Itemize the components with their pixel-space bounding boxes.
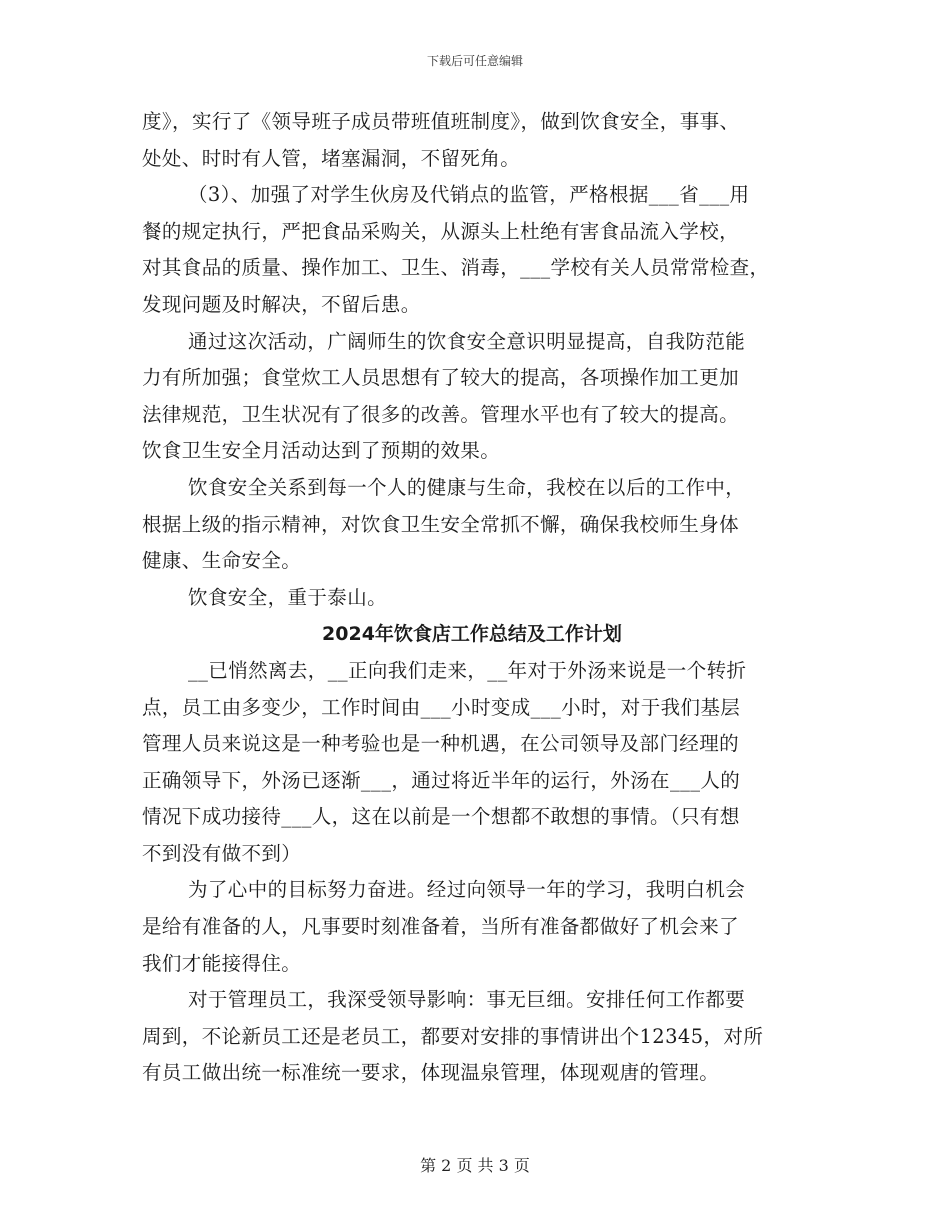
text-line: 力有所加强；食堂炊工人员思想有了较大的提高，各项操作加工更加	[142, 366, 740, 390]
page-header: 下载后可任意编辑	[426, 54, 523, 68]
text-line: 饮食安全，重于泰山。	[188, 585, 388, 609]
text-line: 管理人员来说这是一种考验也是一种机遇，在公司领导及部门经理的	[142, 732, 740, 756]
text-line: 饮食安全关系到每一个人的健康与生命，我校在以后的工作中，	[188, 475, 746, 499]
text-line: 饮食卫生安全月活动达到了预期的效果。	[142, 439, 501, 463]
page-number: 第 2 页 共 3 页	[420, 1156, 530, 1175]
section-title: 2024年饮食店工作总结及工作计划	[322, 623, 622, 646]
text-line: 对于管理员工，我深受领导影响：事无巨细。安排任何工作都要	[188, 988, 746, 1012]
text-line: 正确领导下，外汤已逐渐___，通过将近半年的运行，外汤在___人的	[142, 768, 741, 792]
text-line: __已悄然离去，__正向我们走来，__年对于外汤来说是一个转折	[188, 658, 747, 682]
text-line: 我们才能接得住。	[142, 951, 302, 975]
text-line: 为了心中的目标努力奋进。经过向领导一年的学习，我明白机会	[188, 878, 746, 902]
text-line: 根据上级的指示精神，对饮食卫生安全常抓不懈，确保我校师生身体	[142, 512, 740, 536]
text-line: 处处、时时有人管，堵塞漏洞，不留死角。	[142, 146, 521, 170]
text-line: 通过这次活动，广阔师生的饮食安全意识明显提高，自我防范能	[188, 329, 746, 353]
text-line: 情况下成功接待___人，这在以前是一个想都不敢想的事情。（只有想	[142, 805, 740, 829]
text-line: 餐的规定执行，严把食品采购关，从源头上杜绝有害食品流入学校，	[142, 219, 740, 243]
document-body	[142, 104, 802, 1092]
text-line: 周到，不论新员工还是老员工，都要对安排的事情讲出个12345，对所	[142, 1024, 764, 1048]
text-line: 对其食品的质量、操作加工、卫生、消毒，___学校有关人员常常检查，	[142, 256, 770, 280]
text-line: 度》，实行了《领导班子成员带班值班制度》，做到饮食安全，事事、	[142, 110, 740, 133]
text-line: 健康、生命安全。	[142, 549, 302, 573]
text-line: 不到没有做不到）	[142, 841, 302, 865]
text-line: 是给有准备的人，凡事要时刻准备着，当所有准备都做好了机会来了	[142, 915, 740, 939]
text-line: 法律规范，卫生状况有了很多的改善。管理水平也有了较大的提高。	[142, 402, 740, 426]
text-line: （3）、加强了对学生伙房及代销点的监管，严格根据___省___用	[188, 183, 750, 207]
text-line: 点，员工由多变少，工作时间由___小时变成___小时，对于我们基层	[142, 695, 741, 719]
text-line: 发现问题及时解决，不留后患。	[142, 292, 421, 316]
text-line: 有员工做出统一标准统一要求，体现温泉管理，体现观唐的管理。	[142, 1061, 720, 1085]
